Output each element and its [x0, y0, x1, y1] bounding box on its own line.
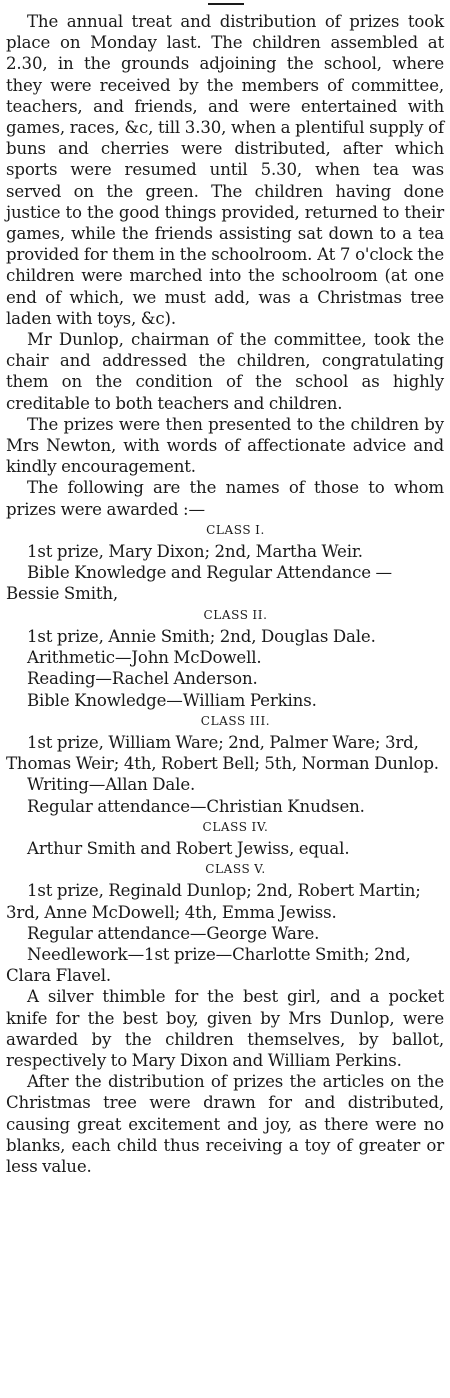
paragraph-opening: The annual treat and distribution of prizes took place on Monday last. The children assembled at 2.30, in the grounds adjoining the school, where they were received by the members of committee, teachers, and friends, and were entertained with games, races, &c, till 3.30, when a plentiful supply of buns and cherries were distributed, after which sports were resumed until 5.30, when tea was served on the green. The children having done justice to the good things provided, returned to their games, while the friends assisting sat down to a tea provided for them in the schoolroom. At 7 o'clock the children were marched into the schoolroom (at one end of which, we must add, was a Christmas tree laden with toys, &c).	[6, 12, 444, 328]
column-rule	[208, 3, 244, 5]
class-5-line: Needlework—1st prize—Charlotte Smith; 2nd, Clara Flavel.	[6, 944, 411, 986]
class-2-line: Bible Knowledge—William Perkins.	[27, 690, 317, 710]
class-2-line: Arithmetic—John McDowell.	[27, 648, 262, 668]
class-4-heading: CLASS IV.	[202, 819, 269, 834]
paragraph-prizes-presented: The prizes were then presented to the children by Mrs Newton, with words of affectionate advice and kindly encouragement.	[6, 414, 444, 477]
class-5-line: 1st prize, Reginald Dunlop; 2nd, Robert Martin; 3rd, Anne McDowell; 4th, Emma Jewiss.	[6, 881, 421, 922]
class-3-line: Writing—Allan Dale.	[27, 775, 196, 795]
paragraph-prize-list-intro: The following are the names of those to whom prizes were awarded :—	[6, 478, 444, 519]
paragraph-special-awards: A silver thimble for the best girl, and a pocket knife for the best boy, given by Mrs Dunlop, were awarded by the children themselves, by ballot, respectively to Mary Dixon and William Perkins.	[6, 987, 444, 1070]
class-5-line: Regular attendance—George Ware.	[27, 923, 320, 943]
article-body	[6, 11, 444, 1177]
class-3-heading: CLASS III.	[200, 713, 271, 728]
paragraph-chairman: Mr Dunlop, chairman of the committee, took the chair and addressed the children, congratulating them on the condition of the school as highly creditable to both teachers and children.	[6, 330, 444, 413]
class-2-line: Reading—Rachel Anderson.	[27, 669, 258, 689]
class-2-line: 1st prize, Annie Smith; 2nd, Douglas Dale.	[27, 626, 376, 646]
class-5-heading: CLASS V.	[205, 862, 266, 877]
class-1-line: Bible Knowledge and Regular Attendance —Bessie Smith,	[6, 563, 392, 604]
class-3-line: 1st prize, William Ware; 2nd, Palmer Ware; 3rd, Thomas Weir; 4th, Robert Bell; 5th, Norman Dunlop.	[6, 732, 439, 774]
class-1-line: 1st prize, Mary Dixon; 2nd, Martha Weir.	[27, 542, 363, 562]
paragraph-christmas-tree: After the distribution of prizes the articles on the Christmas tree were drawn for and distributed, causing great excitement and joy, as there were no blanks, each child thus receiving a toy of greater or less value.	[6, 1072, 444, 1176]
class-3-line: Regular attendance—Christian Knudsen.	[27, 796, 365, 816]
class-2-heading: CLASS II.	[203, 607, 268, 622]
class-1-heading: CLASS I.	[206, 522, 265, 537]
class-4-line: Arthur Smith and Robert Jewiss, equal.	[27, 838, 350, 858]
